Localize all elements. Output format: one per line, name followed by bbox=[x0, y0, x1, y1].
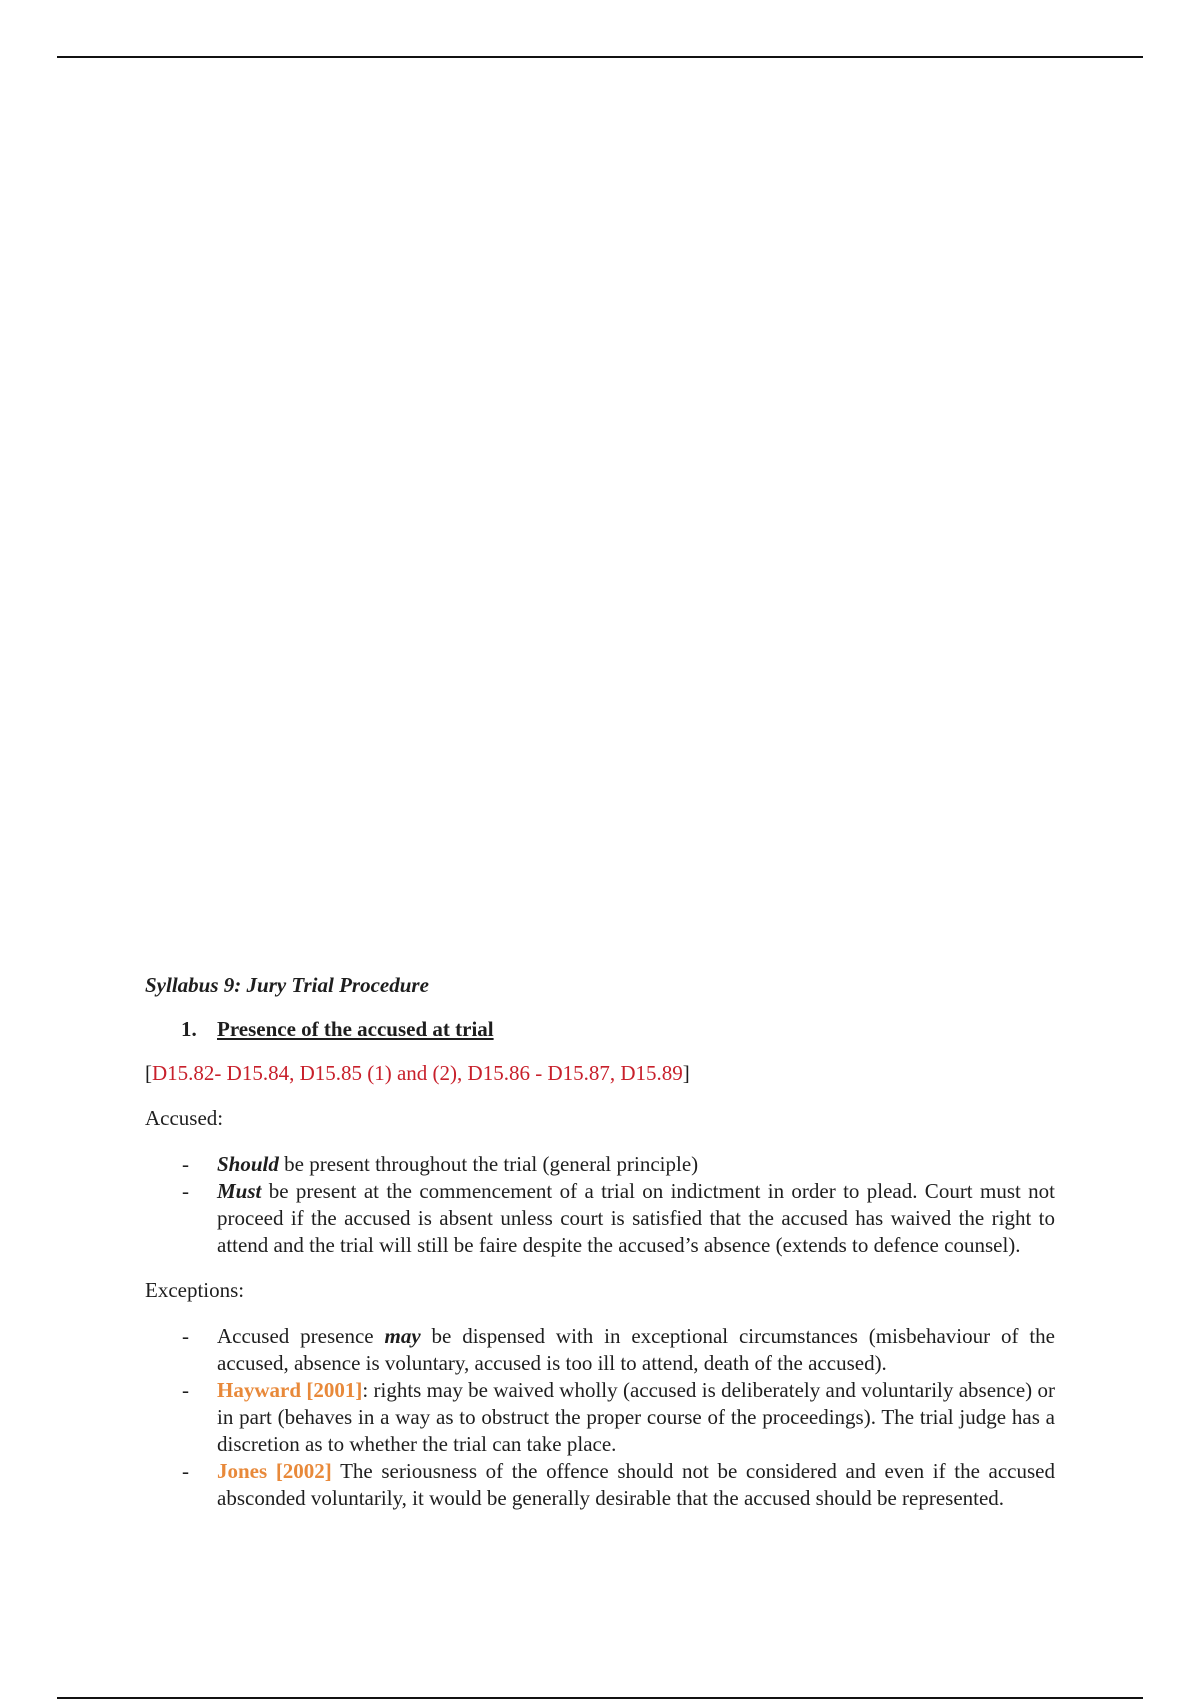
emphasis-text: Should bbox=[217, 1152, 279, 1176]
bullet-dash: - bbox=[182, 1459, 189, 1483]
reference-list bbox=[145, 1060, 1055, 1087]
exceptions-label: Exceptions: bbox=[145, 1278, 245, 1302]
list-item-text: : rights may be waived wholly (accused is deliberately and voluntarily absence) or in part (behaves in a way as to obstruct the proper course of the proceedings). The trial judge has a discretion as to whether the trial can take place. bbox=[217, 1378, 1055, 1456]
emphasis-text: Must bbox=[217, 1179, 262, 1203]
footer-rule bbox=[57, 1697, 1143, 1699]
syllabus-title: Syllabus 9: Jury Trial Procedure bbox=[145, 973, 429, 997]
emphasis-text: may bbox=[384, 1324, 421, 1348]
list-item bbox=[145, 1323, 1055, 1377]
header-rule bbox=[57, 56, 1143, 58]
document-body bbox=[145, 972, 1055, 1512]
section-number: 1. bbox=[181, 1017, 197, 1041]
reference-open-bracket: [ bbox=[145, 1061, 152, 1085]
accused-list bbox=[145, 1151, 1055, 1259]
list-item bbox=[145, 1458, 1055, 1512]
list-item-text: The seriousness of the offence should not be considered and even if the accused absconded voluntarily, it would be generally desirable that the accused should be represented. bbox=[217, 1459, 1055, 1510]
bullet-dash: - bbox=[182, 1324, 189, 1348]
bullet-dash: - bbox=[182, 1179, 189, 1203]
list-item-text: be dispensed with in exceptional circumstances (misbehaviour of the accused, absence is voluntary, accused is too ill to attend, death of the accused). bbox=[217, 1324, 1056, 1375]
bullet-dash: - bbox=[182, 1152, 189, 1176]
list-item-text: Accused presence bbox=[217, 1324, 385, 1348]
bullet-dash: - bbox=[182, 1378, 189, 1402]
case-citation: Hayward [2001] bbox=[217, 1378, 363, 1402]
exceptions-list bbox=[145, 1323, 1055, 1512]
list-item bbox=[145, 1178, 1055, 1259]
accused-label: Accused: bbox=[145, 1106, 224, 1130]
list-item-text: be present at the commencement of a trial on indictment in order to plead. Court must not proceed if the accused is absent unless court is satisfied that the accused has waived the right to attend and the trial will still be faire despite the accused’s absence (extends to defence counsel). bbox=[217, 1179, 1055, 1257]
list-item bbox=[145, 1151, 1055, 1178]
section-heading bbox=[145, 1016, 1055, 1043]
list-item bbox=[145, 1377, 1055, 1458]
reference-text: D15.82- D15.84, D15.85 (1) and (2), D15.86 - D15.87, D15.89 bbox=[152, 1061, 683, 1085]
case-citation: Jones [2002] bbox=[217, 1459, 332, 1483]
list-item-text: be present throughout the trial (general principle) bbox=[278, 1152, 699, 1176]
section-title: Presence of the accused at trial bbox=[217, 1017, 494, 1041]
reference-close-bracket: ] bbox=[682, 1061, 690, 1085]
